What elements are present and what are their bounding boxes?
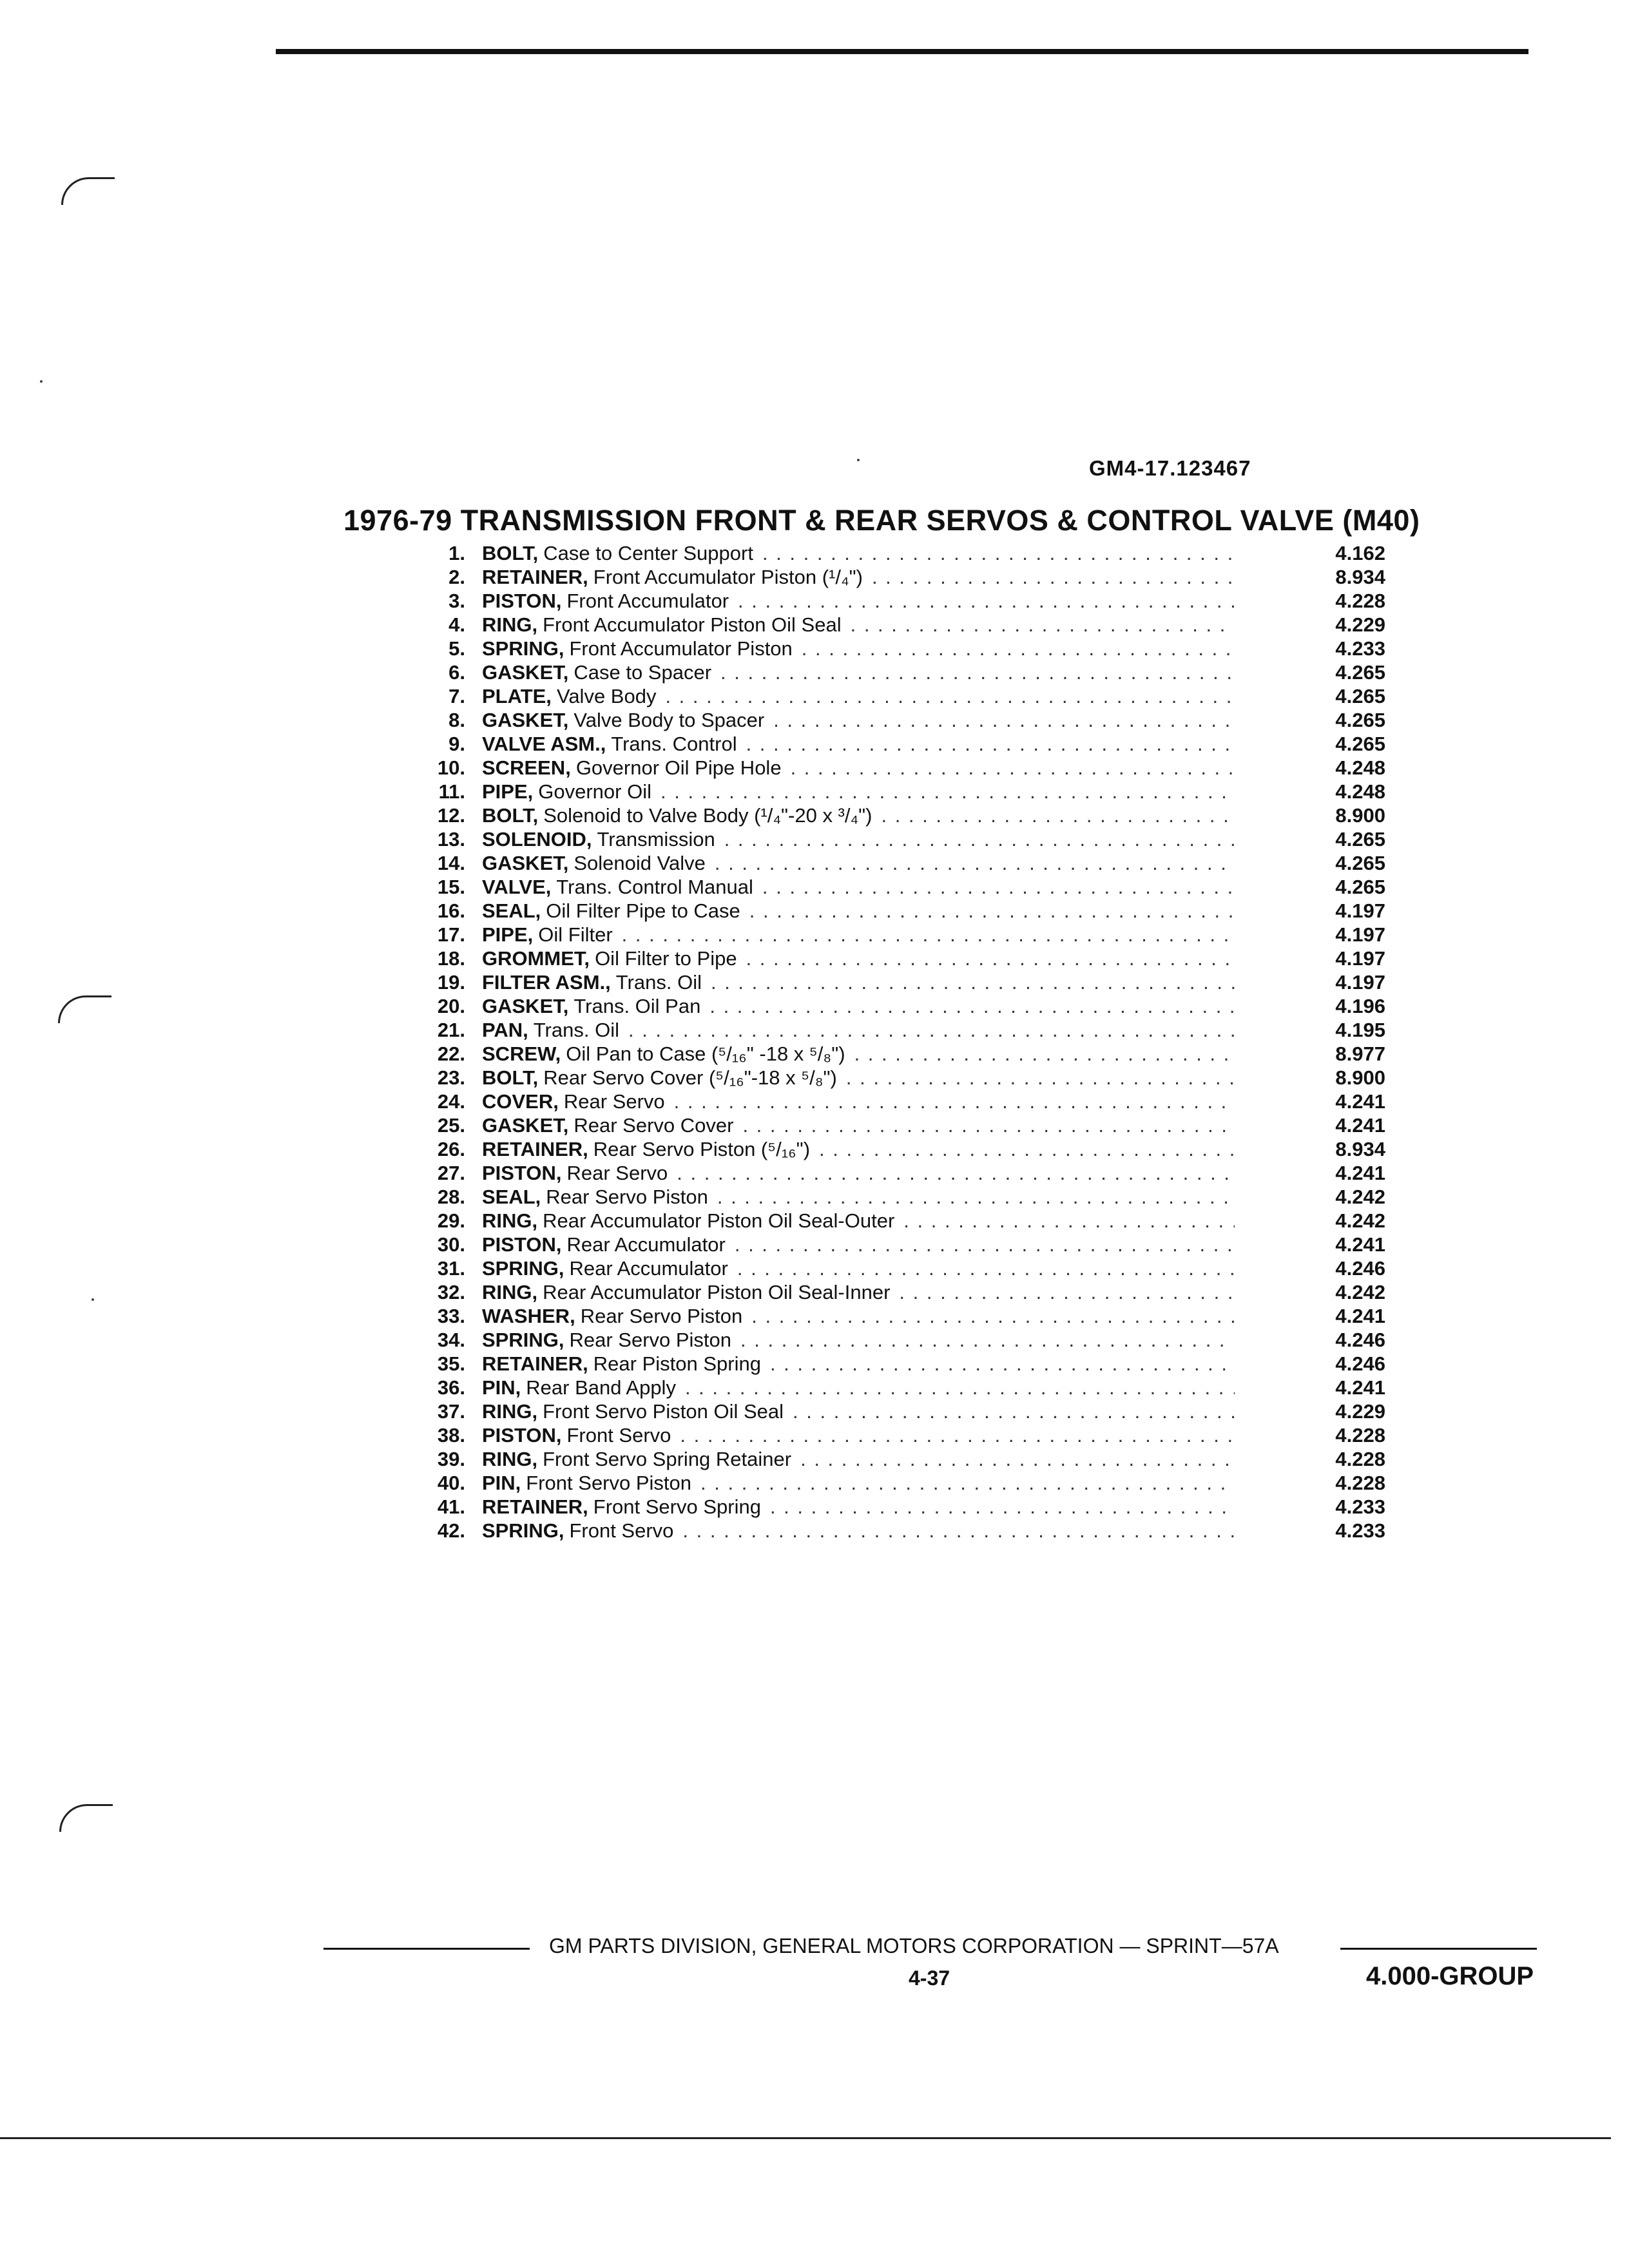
part-name: GASKET, bbox=[482, 852, 569, 874]
part-description: Rear Servo bbox=[563, 1090, 665, 1113]
part-name: PISTON, bbox=[482, 1424, 562, 1446]
part-row bbox=[420, 1399, 1387, 1423]
part-description: Governor Oil bbox=[538, 780, 651, 803]
part-row bbox=[420, 970, 1387, 994]
part-number: 38. bbox=[437, 1424, 465, 1446]
part-group-number: 4.248 bbox=[1335, 756, 1385, 779]
dot-leader bbox=[677, 1161, 1235, 1185]
part-group-number: 4.196 bbox=[1335, 995, 1385, 1017]
part-name: SEAL, bbox=[482, 1186, 541, 1208]
dot-leader bbox=[735, 1233, 1235, 1256]
part-description: Front Accumulator Piston (¹/₄") bbox=[593, 566, 863, 588]
part-name: RETAINER, bbox=[482, 1138, 588, 1160]
part-row bbox=[420, 613, 1387, 637]
part-description: Rear Servo Cover (⁵/₁₆"-18 x ⁵/₈") bbox=[543, 1066, 837, 1089]
dot-leader bbox=[740, 1328, 1235, 1352]
part-description: Rear Accumulator Piston Oil Seal-Inner bbox=[543, 1281, 891, 1303]
part-number: 19. bbox=[437, 971, 465, 994]
part-name: RING, bbox=[482, 1281, 538, 1303]
part-row bbox=[420, 1090, 1387, 1113]
part-name: BOLT, bbox=[482, 1066, 539, 1089]
part-group-number: 4.241 bbox=[1335, 1090, 1385, 1113]
part-number: 24. bbox=[437, 1090, 465, 1113]
part-row bbox=[420, 1018, 1387, 1042]
part-group-number: 4.228 bbox=[1335, 590, 1385, 612]
part-group-number: 4.228 bbox=[1335, 1472, 1385, 1494]
part-name: PIN, bbox=[482, 1376, 521, 1399]
part-description: Rear Servo Piston (⁵/₁₆") bbox=[593, 1138, 811, 1160]
dot-leader bbox=[773, 708, 1235, 732]
catalog-code: GM4-17.123467 bbox=[1089, 456, 1251, 480]
part-name: RING, bbox=[482, 1448, 538, 1470]
part-group-number: 4.241 bbox=[1335, 1114, 1385, 1137]
dot-leader bbox=[724, 827, 1235, 851]
part-name: GROMMET, bbox=[482, 947, 590, 970]
part-number: 29. bbox=[437, 1209, 465, 1232]
part-name: VALVE ASM., bbox=[482, 733, 606, 755]
part-group-number: 4.241 bbox=[1335, 1376, 1385, 1399]
part-description: Trans. Oil bbox=[615, 971, 702, 994]
part-group-number: 4.265 bbox=[1335, 828, 1385, 850]
part-description: Front Servo Piston Oil Seal bbox=[543, 1400, 784, 1423]
part-name: PIPE, bbox=[482, 780, 534, 803]
dot-leader bbox=[711, 970, 1235, 994]
dot-leader bbox=[899, 1280, 1235, 1304]
dot-leader bbox=[682, 1519, 1235, 1542]
part-number: 12. bbox=[437, 804, 465, 827]
part-description: Rear Servo Piston bbox=[580, 1305, 743, 1327]
part-group-number: 4.265 bbox=[1335, 685, 1385, 707]
part-group-number: 4.265 bbox=[1335, 876, 1385, 898]
part-row bbox=[420, 1423, 1387, 1447]
part-number: 34. bbox=[437, 1329, 465, 1351]
part-group-number: 4.241 bbox=[1335, 1233, 1385, 1256]
part-name: SPRING, bbox=[482, 1519, 564, 1542]
part-number: 39. bbox=[437, 1448, 465, 1470]
part-description: Front Servo Spring Retainer bbox=[543, 1448, 792, 1470]
part-group-number: 4.233 bbox=[1335, 637, 1385, 660]
part-name: PLATE, bbox=[482, 685, 552, 707]
part-row bbox=[420, 565, 1387, 589]
part-row bbox=[420, 708, 1387, 732]
part-number: 2. bbox=[448, 566, 465, 588]
part-description: Front Accumulator Piston Oil Seal bbox=[543, 613, 842, 636]
part-group-number: 4.265 bbox=[1335, 852, 1385, 874]
part-number: 4. bbox=[448, 613, 465, 636]
part-name: PISTON, bbox=[482, 590, 562, 612]
footer-rule-right bbox=[1340, 1948, 1537, 1950]
part-group-number: 4.162 bbox=[1335, 542, 1385, 564]
part-row bbox=[420, 1161, 1387, 1185]
dot-leader bbox=[802, 637, 1235, 660]
dot-leader bbox=[819, 1137, 1235, 1161]
part-row bbox=[420, 1042, 1387, 1066]
dot-leader bbox=[749, 899, 1235, 923]
part-group-number: 8.934 bbox=[1335, 1138, 1385, 1160]
part-name: FILTER ASM., bbox=[482, 971, 611, 994]
part-group-number: 8.977 bbox=[1335, 1043, 1385, 1065]
part-group-number: 4.246 bbox=[1335, 1352, 1385, 1375]
part-description: Trans. Oil Pan bbox=[574, 995, 701, 1017]
scan-speck bbox=[40, 380, 43, 383]
part-number: 27. bbox=[437, 1162, 465, 1184]
part-description: Front Servo bbox=[566, 1424, 671, 1446]
part-number: 8. bbox=[448, 709, 465, 731]
parts-list bbox=[420, 541, 1387, 1542]
part-description: Valve Body bbox=[556, 685, 657, 707]
part-description: Solenoid to Valve Body (¹/₄"-20 x ³/₄") bbox=[543, 804, 872, 827]
part-name: BOLT, bbox=[482, 542, 539, 564]
part-number: 3. bbox=[448, 590, 465, 612]
footer-publisher: GM PARTS DIVISION, GENERAL MOTORS CORPORATION — SPRINT—57A bbox=[549, 1934, 1279, 1957]
dot-leader bbox=[674, 1090, 1235, 1113]
part-number: 16. bbox=[437, 899, 465, 922]
dot-leader bbox=[742, 1113, 1235, 1137]
dot-leader bbox=[851, 613, 1235, 637]
part-description: Transmission bbox=[597, 828, 715, 850]
part-name: COVER, bbox=[482, 1090, 559, 1113]
part-number: 33. bbox=[437, 1305, 465, 1327]
dot-leader bbox=[700, 1471, 1235, 1495]
part-description: Rear Accumulator Piston Oil Seal-Outer bbox=[543, 1209, 895, 1232]
dot-leader bbox=[762, 541, 1235, 565]
part-row bbox=[420, 1280, 1387, 1304]
dot-leader bbox=[751, 1304, 1235, 1328]
dot-leader bbox=[685, 1376, 1235, 1399]
dot-leader bbox=[709, 994, 1235, 1018]
part-description: Front Servo Spring bbox=[593, 1495, 761, 1518]
part-name: RETAINER, bbox=[482, 566, 588, 588]
part-description: Rear Band Apply bbox=[526, 1376, 676, 1399]
scan-speck bbox=[857, 459, 860, 461]
part-row bbox=[420, 1233, 1387, 1256]
dot-leader bbox=[660, 780, 1235, 803]
part-description: Solenoid Valve bbox=[574, 852, 706, 874]
part-number: 26. bbox=[437, 1138, 465, 1160]
part-row bbox=[420, 1471, 1387, 1495]
part-row bbox=[420, 899, 1387, 923]
part-group-number: 4.228 bbox=[1335, 1448, 1385, 1470]
part-description: Trans. Control Manual bbox=[556, 876, 753, 898]
part-row bbox=[420, 684, 1387, 708]
scan-speck bbox=[92, 1298, 94, 1301]
part-row bbox=[420, 732, 1387, 756]
part-group-number: 4.197 bbox=[1335, 899, 1385, 922]
part-row bbox=[420, 994, 1387, 1018]
part-name: SPRING, bbox=[482, 1329, 564, 1351]
part-row bbox=[420, 1447, 1387, 1471]
footer-rule-left bbox=[323, 1948, 530, 1950]
part-row bbox=[420, 1376, 1387, 1399]
part-description: Oil Filter to Pipe bbox=[595, 947, 737, 970]
part-description: Rear Servo Piston bbox=[546, 1186, 708, 1208]
part-name: PISTON, bbox=[482, 1162, 562, 1184]
part-number: 23. bbox=[437, 1066, 465, 1089]
part-group-number: 4.242 bbox=[1335, 1209, 1385, 1232]
part-group-number: 4.228 bbox=[1335, 1424, 1385, 1446]
part-description: Case to Center Support bbox=[543, 542, 753, 564]
part-number: 11. bbox=[438, 780, 465, 803]
part-name: PISTON, bbox=[482, 1233, 562, 1256]
part-row bbox=[420, 1256, 1387, 1280]
part-group-number: 4.242 bbox=[1335, 1186, 1385, 1208]
dot-leader bbox=[770, 1495, 1235, 1519]
part-name: GASKET, bbox=[482, 709, 569, 731]
part-name: GASKET, bbox=[482, 661, 569, 684]
part-number: 37. bbox=[437, 1400, 465, 1423]
dot-leader bbox=[770, 1352, 1235, 1376]
top-rule bbox=[276, 49, 1528, 54]
part-number: 21. bbox=[437, 1019, 465, 1041]
part-number: 31. bbox=[437, 1257, 465, 1280]
part-row bbox=[420, 875, 1387, 899]
group-label: 4.000-GROUP bbox=[1366, 1962, 1534, 1990]
dot-leader bbox=[746, 947, 1235, 970]
part-description: Oil Filter bbox=[538, 923, 613, 946]
part-row bbox=[420, 637, 1387, 660]
part-row bbox=[420, 827, 1387, 851]
part-row bbox=[420, 1113, 1387, 1137]
part-group-number: 4.241 bbox=[1335, 1162, 1385, 1184]
part-number: 7. bbox=[448, 685, 465, 707]
part-description: Rear Accumulator bbox=[566, 1233, 726, 1256]
part-group-number: 4.197 bbox=[1335, 971, 1385, 994]
part-group-number: 4.229 bbox=[1335, 1400, 1385, 1423]
part-name: PAN, bbox=[482, 1019, 528, 1041]
part-row bbox=[420, 1209, 1387, 1233]
dot-leader bbox=[846, 1066, 1235, 1090]
part-description: Front Accumulator bbox=[566, 590, 729, 612]
part-name: SOLENOID, bbox=[482, 828, 592, 850]
part-name: RETAINER, bbox=[482, 1495, 588, 1518]
part-group-number: 4.195 bbox=[1335, 1019, 1385, 1041]
dot-leader bbox=[717, 1185, 1235, 1209]
part-group-number: 4.241 bbox=[1335, 1305, 1385, 1327]
part-row bbox=[420, 589, 1387, 613]
part-name: RETAINER, bbox=[482, 1352, 588, 1375]
part-row bbox=[420, 1304, 1387, 1328]
part-name: SPRING, bbox=[482, 637, 564, 660]
part-group-number: 4.265 bbox=[1335, 661, 1385, 684]
scan-mark-upper bbox=[61, 177, 115, 205]
part-row bbox=[420, 780, 1387, 803]
part-description: Front Accumulator Piston bbox=[569, 637, 793, 660]
page-number: 4-37 bbox=[909, 1966, 950, 1990]
part-group-number: 4.248 bbox=[1335, 780, 1385, 803]
part-number: 22. bbox=[437, 1043, 465, 1065]
part-row bbox=[420, 660, 1387, 684]
section-title: 1976-79 TRANSMISSION FRONT & REAR SERVOS & CONTROL VALVE (M40) bbox=[343, 504, 1420, 537]
part-description: Trans. Control bbox=[611, 733, 737, 755]
part-group-number: 8.900 bbox=[1335, 1066, 1385, 1089]
dot-leader bbox=[680, 1423, 1235, 1447]
part-name: SPRING, bbox=[482, 1257, 564, 1280]
part-group-number: 4.197 bbox=[1335, 923, 1385, 946]
part-name: WASHER, bbox=[482, 1305, 575, 1327]
part-group-number: 4.233 bbox=[1335, 1495, 1385, 1518]
part-number: 28. bbox=[437, 1186, 465, 1208]
part-row bbox=[420, 1066, 1387, 1090]
part-row bbox=[420, 1495, 1387, 1519]
dot-leader bbox=[665, 684, 1235, 708]
part-description: Valve Body to Spacer bbox=[574, 709, 765, 731]
part-description: Oil Filter Pipe to Case bbox=[546, 899, 740, 922]
dot-leader bbox=[793, 1399, 1235, 1423]
part-number: 5. bbox=[448, 637, 465, 660]
dot-leader bbox=[872, 565, 1235, 589]
part-group-number: 4.197 bbox=[1335, 947, 1385, 970]
part-name: GASKET, bbox=[482, 1114, 569, 1137]
part-description: Front Servo Piston bbox=[526, 1472, 692, 1494]
part-number: 40. bbox=[437, 1472, 465, 1494]
part-group-number: 4.242 bbox=[1335, 1281, 1385, 1303]
part-name: SCREEN, bbox=[482, 756, 571, 779]
part-number: 35. bbox=[437, 1352, 465, 1375]
dot-leader bbox=[628, 1018, 1235, 1042]
part-number: 17. bbox=[437, 923, 465, 946]
part-number: 30. bbox=[437, 1233, 465, 1256]
part-group-number: 8.934 bbox=[1335, 566, 1385, 588]
dot-leader bbox=[762, 875, 1235, 899]
part-number: 10. bbox=[437, 756, 465, 779]
dot-leader bbox=[791, 756, 1235, 780]
part-number: 13. bbox=[437, 828, 465, 850]
part-row bbox=[420, 803, 1387, 827]
dot-leader bbox=[622, 923, 1235, 947]
part-description: Case to Spacer bbox=[574, 661, 712, 684]
part-number: 20. bbox=[437, 995, 465, 1017]
part-group-number: 4.265 bbox=[1335, 733, 1385, 755]
dot-leader bbox=[854, 1042, 1235, 1066]
part-description: Rear Servo Cover bbox=[574, 1114, 734, 1137]
part-description: Rear Accumulator bbox=[569, 1257, 728, 1280]
part-name: RING, bbox=[482, 613, 538, 636]
part-number: 15. bbox=[437, 876, 465, 898]
dot-leader bbox=[715, 851, 1235, 875]
part-group-number: 4.246 bbox=[1335, 1257, 1385, 1280]
part-description: Rear Piston Spring bbox=[593, 1352, 761, 1375]
part-name: SCREW, bbox=[482, 1043, 561, 1065]
part-row bbox=[420, 1137, 1387, 1161]
scan-mark-middle bbox=[58, 995, 111, 1023]
part-row bbox=[420, 541, 1387, 565]
part-number: 14. bbox=[437, 852, 465, 874]
part-group-number: 4.233 bbox=[1335, 1519, 1385, 1542]
part-name: PIPE, bbox=[482, 923, 534, 946]
part-number: 1. bbox=[448, 542, 465, 564]
dot-leader bbox=[738, 589, 1235, 613]
part-description: Oil Pan to Case (⁵/₁₆" -18 x ⁵/₈") bbox=[566, 1043, 845, 1065]
part-name: SEAL, bbox=[482, 899, 541, 922]
part-description: Front Servo bbox=[569, 1519, 674, 1542]
part-description: Trans. Oil bbox=[533, 1019, 619, 1041]
part-name: RING, bbox=[482, 1209, 538, 1232]
part-description: Rear Servo bbox=[566, 1162, 668, 1184]
part-group-number: 4.229 bbox=[1335, 613, 1385, 636]
part-name: VALVE, bbox=[482, 876, 552, 898]
dot-leader bbox=[800, 1447, 1235, 1471]
part-name: RING, bbox=[482, 1400, 538, 1423]
dot-leader bbox=[903, 1209, 1235, 1233]
dot-leader bbox=[746, 732, 1235, 756]
part-description: Rear Servo Piston bbox=[569, 1329, 732, 1351]
dot-leader bbox=[881, 803, 1235, 827]
scan-mark-lower bbox=[59, 1804, 113, 1832]
part-number: 6. bbox=[448, 661, 465, 684]
part-group-number: 4.246 bbox=[1335, 1329, 1385, 1351]
part-number: 25. bbox=[437, 1114, 465, 1137]
part-description: Governor Oil Pipe Hole bbox=[575, 756, 782, 779]
dot-leader bbox=[737, 1256, 1235, 1280]
part-row bbox=[420, 923, 1387, 947]
part-group-number: 8.900 bbox=[1335, 804, 1385, 827]
part-name: GASKET, bbox=[482, 995, 569, 1017]
part-number: 32. bbox=[437, 1281, 465, 1303]
part-group-number: 4.265 bbox=[1335, 709, 1385, 731]
part-number: 41. bbox=[437, 1495, 465, 1518]
part-name: PIN, bbox=[482, 1472, 521, 1494]
part-number: 9. bbox=[448, 733, 465, 755]
part-row bbox=[420, 756, 1387, 780]
part-row bbox=[420, 1352, 1387, 1376]
part-number: 36. bbox=[437, 1376, 465, 1399]
part-name: BOLT, bbox=[482, 804, 539, 827]
part-row bbox=[420, 1519, 1387, 1542]
part-number: 42. bbox=[437, 1519, 465, 1542]
part-row bbox=[420, 947, 1387, 970]
part-row bbox=[420, 1185, 1387, 1209]
dot-leader bbox=[720, 660, 1235, 684]
part-number: 18. bbox=[437, 947, 465, 970]
part-row bbox=[420, 851, 1387, 875]
bottom-rule bbox=[0, 2137, 1611, 2139]
part-row bbox=[420, 1328, 1387, 1352]
